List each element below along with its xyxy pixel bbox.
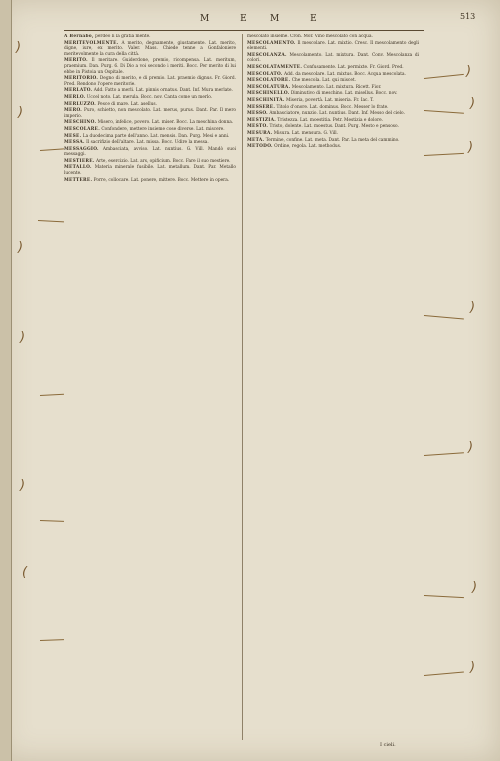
entry-headword: METTERE.: [64, 177, 93, 183]
entry-text: Add. Fatto a merli. Lat. pinnis ornatus. Dant. Inf. Mura merlate.: [93, 88, 233, 94]
dictionary-entry: [64, 120, 236, 126]
dictionary-entry: [247, 144, 419, 150]
dictionary-entry: [64, 76, 236, 87]
entry-text: Tristezza. Lat. moestitia. Petr. Mestizia e dolore.: [277, 117, 384, 123]
margin-mark-9: ): [468, 140, 474, 155]
entry-text: Misero, infelice, povero. Lat. miser. Bocc. La meschina donna.: [97, 120, 234, 126]
entry-headword: META.: [247, 137, 265, 143]
dictionary-entry: [247, 41, 419, 52]
entry-text: A merito, degnamente, giustamente. Lat. merito, digne, iure, ex merito. Valer. Mass. Chiede tenne a Gonfaloniere meritevolmente la cura della città.: [64, 40, 236, 57]
margin-line-2: [38, 220, 64, 222]
entry-headword: MERITO.: [64, 58, 88, 64]
dictionary-entry: [64, 127, 236, 133]
entry-headword: MESTIERE.: [64, 158, 95, 164]
dictionary-entry: [247, 98, 419, 104]
entry-headword: MERLATO.: [64, 88, 93, 94]
entry-text: Diminutivo di meschino. Lat. misellus. Bocc. nov.: [290, 91, 398, 97]
entry-headword: MESTIZIA.: [247, 117, 277, 123]
margin-mark-5: ): [20, 478, 26, 493]
entry-headword: MESCOLATURA.: [247, 84, 291, 90]
entry-text: Titolo d'onore. Lat. dominus. Bocc. Messer lo frate.: [276, 104, 389, 110]
header-right-letters: M E: [270, 14, 331, 24]
entry-headword: MESTO.: [247, 124, 269, 130]
entry-headword: MERO.: [64, 108, 83, 114]
entry-text: Pesce di mare. Lat. asellus.: [97, 101, 157, 107]
dictionary-entry: [247, 138, 419, 144]
margin-line-6: [424, 74, 464, 79]
entry-text: Ambasciata, avviso. Lat. nuntius. G. Vill. Mandò suoi messaggi.: [64, 146, 236, 158]
entry-headword: MESCOLATORE.: [247, 78, 291, 84]
header-rule: [64, 30, 424, 31]
entry-headword: A Bernabò,: [64, 34, 94, 39]
margin-mark-2: ): [18, 105, 24, 120]
margin-line-9: [424, 315, 464, 319]
margin-line-8: [424, 153, 464, 156]
dictionary-entry: [64, 159, 236, 165]
margin-mark-4: ): [20, 330, 26, 345]
margin-mark-3: ): [18, 240, 24, 255]
entry-text: Termine, confine. Lat. meta. Dant. Par. La meta del cammino.: [265, 137, 400, 143]
entry-text: Il meritare. Guiderdone, premio, ricompensa. Lat. meritum, praemium. Dan. Purg. 6. Di Dio a voi secondo i meriti. Bocc. Per merito di lui ebbe in Pistoia un Ospitale.: [64, 58, 236, 75]
scan-ruler: [0, 0, 12, 761]
entry-headword: MESCOLATAMENTE.: [247, 64, 303, 70]
dictionary-entry: [64, 102, 236, 108]
entry-headword: MESURA.: [247, 130, 273, 136]
dictionary-entry: [247, 72, 419, 78]
margin-line-4: [40, 520, 64, 522]
header-left-letters: M E: [200, 14, 261, 24]
dictionary-entry: [64, 88, 236, 94]
dictionary-entry: [64, 95, 236, 101]
dictionary-entry: [64, 41, 236, 58]
entry-text: Puro, schietto, non mescolato. Lat. merus, purus. Dant. Par. Il mero imperio.: [64, 108, 236, 119]
footer-text: I cieli.: [380, 742, 396, 748]
entry-text: Ambasciatore, nunzio. Lat. nuntius. Dant. Inf. Messo del cielo.: [269, 111, 405, 117]
page-number: 513: [460, 12, 476, 21]
column-divider: [242, 34, 243, 740]
dictionary-entry: [64, 140, 236, 146]
dictionary-entry: [247, 78, 419, 84]
entry-text: Miseria, povertà. Lat. miseria. Fr. Iac. T.: [286, 97, 374, 103]
dictionary-entry: [247, 124, 419, 130]
dictionary-entry: [247, 53, 419, 64]
margin-mark-7: ): [466, 64, 472, 79]
entry-headword: MESCOLANZA.: [247, 52, 287, 58]
margin-mark-6: (: [22, 565, 28, 580]
right-column: [247, 34, 419, 740]
entry-headword: METALLO.: [64, 165, 92, 171]
entry-headword: MESSO.: [247, 111, 268, 117]
dictionary-entry: [247, 111, 419, 117]
entry-text: Tristo, dolente. Lat. moestus. Dant. Purg. Mesto e pensoso.: [269, 124, 399, 130]
entry-text: Mescolamento. Lat. mixtura. Dant. Conv. Mescolanza di colori.: [247, 52, 419, 64]
entry-text: Il sacrifizio dell'altare. Lat. missa. Bocc. Udire la messa.: [86, 140, 209, 146]
margin-line-3: [40, 394, 64, 396]
entry-text: Il mescolare. Lat. mixtio. Cresc. Il mescolamento degli elementi.: [247, 40, 419, 52]
dictionary-entry: [64, 34, 236, 40]
margin-line-10: [424, 452, 464, 456]
page-header: [70, 12, 476, 28]
dictionary-entry: [247, 131, 419, 137]
entry-headword: MESCHINITÀ.: [247, 97, 285, 103]
entry-headword: MESCHINELLO.: [247, 91, 290, 97]
entry-headword: MESSAGGIO.: [64, 146, 99, 152]
dictionary-entry: [64, 147, 236, 158]
margin-mark-10: ): [470, 300, 476, 315]
margin-line-11: [424, 595, 464, 598]
margin-line-7: [424, 110, 464, 114]
dictionary-entry: [247, 34, 419, 40]
entry-headword: MESCOLARE.: [64, 126, 100, 132]
dictionary-entry: [64, 165, 236, 176]
entry-text: La duodecima parte dell'anno. Lat. mensis. Dan. Purg. Mesi e anni.: [82, 133, 230, 139]
entry-headword: MERITORIO.: [64, 76, 99, 82]
entry-text: Uccel noto. Lat. merula. Bocc. nov. Canta come un merlo.: [86, 94, 213, 100]
entry-text: Degno di merito, e di premio. Lat. praemio dignus. Fr. Giord. Pred. Rendono l'opere meritorie.: [64, 76, 236, 87]
margin-line-5: [40, 639, 64, 641]
dictionary-entry: [247, 105, 419, 111]
margin-line-12: [424, 672, 464, 676]
entry-headword: MERLO.: [64, 94, 86, 100]
entry-headword: MESSERE.: [247, 104, 276, 110]
margin-mark-12: ): [472, 580, 478, 595]
entry-headword: MERLUZZO.: [64, 101, 97, 107]
entry-headword: MERITEVOLMENTE.: [64, 40, 119, 46]
entry-text: Ordine, regola. Lat. methodus.: [274, 144, 342, 150]
dictionary-entry: [247, 91, 419, 97]
entry-text: perdeo li la gratia mente.: [95, 34, 151, 39]
left-column: [64, 34, 236, 740]
margin-line-1: [40, 148, 64, 151]
entry-text: Mescolamento. Lat. mixtura. Ricett. Fior.: [291, 84, 382, 90]
dictionary-entry: [64, 134, 236, 140]
margin-mark-11: ): [468, 440, 474, 455]
entry-text: Che mescola. Lat. qui miscet.: [291, 78, 356, 84]
entry-text: Confondere, mettere insieme cose diverse. Lat. miscere.: [101, 126, 225, 132]
dictionary-entry: [64, 108, 236, 119]
entry-headword: MESE.: [64, 133, 82, 139]
margin-mark-13: ): [470, 660, 476, 675]
dictionary-entry: [247, 65, 419, 71]
entry-text: Porre, collocare. Lat. ponere, mittere. Bocc. Mettere in opera.: [93, 177, 230, 183]
entry-text: Misura. Lat. mensura. G. Vill.: [273, 130, 338, 136]
dictionary-entry: [247, 85, 419, 91]
dictionary-entry: [247, 118, 419, 124]
dictionary-entry: [64, 58, 236, 75]
dictionary-entry: [64, 178, 236, 184]
entry-headword: METODO.: [247, 144, 273, 150]
entry-text: Arte, esercizio. Lat. ars, opificium. Bocc. Fare il suo mestiere.: [96, 158, 231, 164]
entry-headword: MESCOLAMENTO.: [247, 40, 296, 46]
entry-headword: MESSA.: [64, 140, 85, 146]
entry-text: Confusamente. Lat. permixte. Fr. Giord. Pred.: [303, 64, 404, 70]
margin-mark-8: ): [470, 96, 476, 111]
margin-mark-1: ): [16, 40, 22, 55]
entry-text: Materia minerale fusibile. Lat. metallum. Dant. Par. Metallo lucente.: [64, 165, 236, 177]
entry-headword: MESCHINO.: [64, 120, 97, 126]
entry-headword: MESCOLATO.: [247, 71, 283, 77]
entry-text: mescolato insieme. Cron. Mor. Vino mescolato con acqua.: [247, 34, 373, 39]
entry-text: Add. da mescolare. Lat. mixtus. Bocc. Acqua mescolata.: [283, 71, 406, 77]
